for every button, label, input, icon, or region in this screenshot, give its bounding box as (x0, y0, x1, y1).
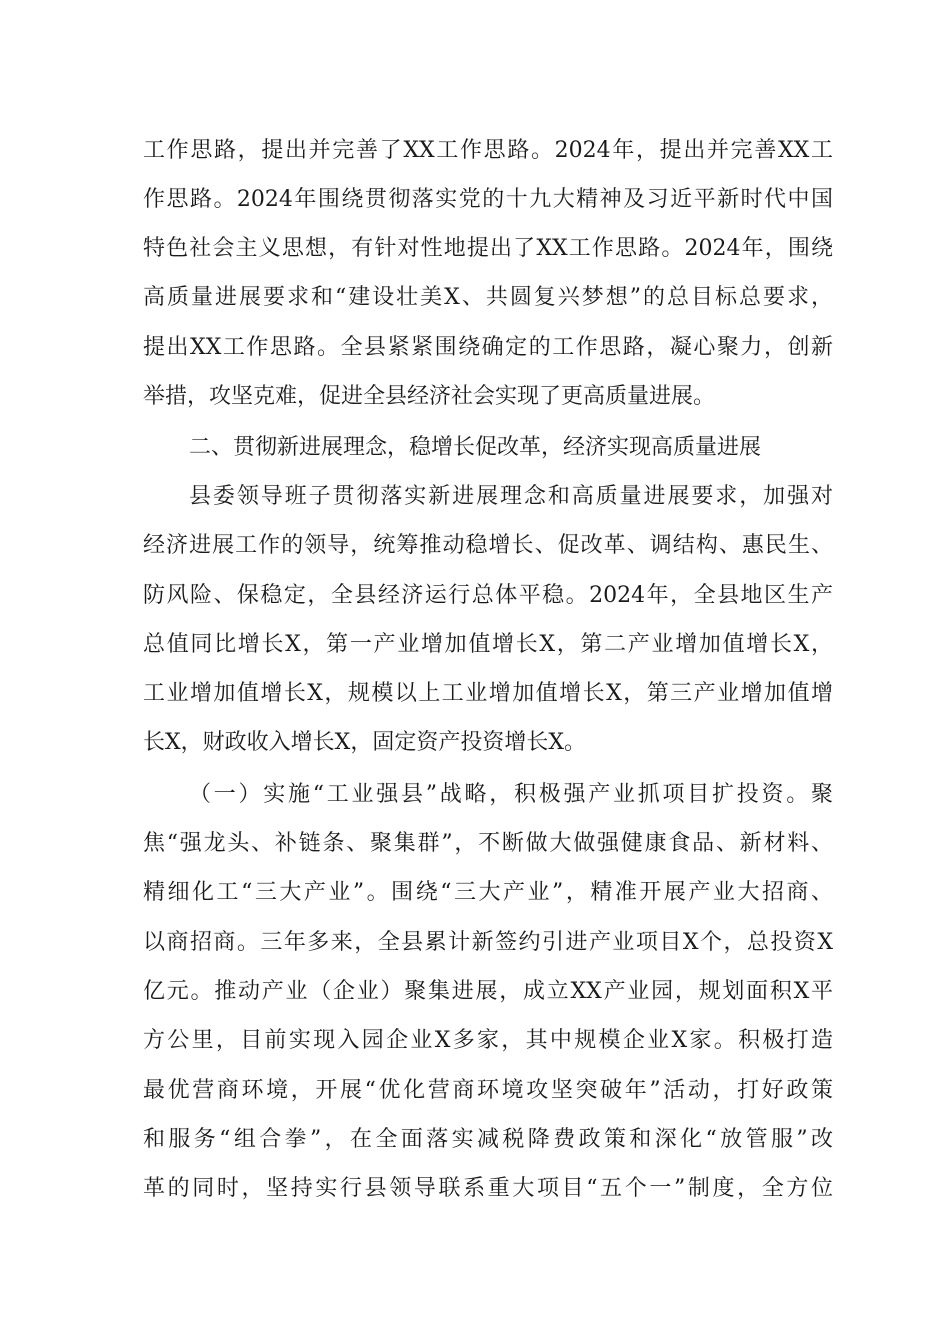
section-heading: 二、贯彻新进展理念，稳增长促改革，经济实现高质量进展 (189, 435, 762, 460)
text-line: 方公里，目前实现入园企业X多家，其中规模企业X家。积极打造 (143, 1028, 833, 1053)
text-line: 高质量进展要求和“建设壮美X、共圆复兴梦想”的总目标总要求， (143, 285, 833, 310)
text-line: 作思路。2024年围绕贯彻落实党的十九大精神及习近平新时代中国 (143, 187, 833, 212)
text-line: 县委领导班子贯彻落实新进展理念和高质量进展要求，加强对 (189, 484, 833, 509)
text-line: 精细化工“三大产业”。围绕“三大产业”，精准开展产业大招商、 (143, 880, 833, 905)
subsection-heading: （一）实施“工业强县”战略，积极强产业抓项目扩投资。聚 (189, 782, 833, 807)
text-line: 防风险、保稳定，全县经济运行总体平稳。2024年，全县地区生产 (143, 583, 833, 608)
text-line: 长X，财政收入增长X，固定资产投资增长X。 (143, 730, 586, 755)
text-line: 焦“强龙头、补链条、聚集群”，不断做大做强健康食品、新材料、 (143, 831, 833, 856)
text-line: 总值同比增长X，第一产业增加值增长X，第二产业增加值增长X， (143, 632, 833, 657)
text-line: 以商招商。三年多来，全县累计新签约引进产业项目X个，总投资X (143, 930, 833, 955)
text-line: 经济进展工作的领导，统筹推动稳增长、促改革、调结构、惠民生、 (143, 533, 833, 558)
text-line: 革的同时，坚持实行县领导联系重大项目“五个一”制度，全方位 (143, 1176, 833, 1201)
text-line: 提出XX工作思路。全县紧紧围绕确定的工作思路，凝心聚力，创新 (143, 335, 833, 360)
text-line: 亿元。推动产业（企业）聚集进展，成立XX产业园，规划面积X平 (143, 979, 833, 1004)
text-line: 和服务“组合拳”，在全面落实减税降费政策和深化“放管服”改 (143, 1127, 833, 1152)
text-line: 最优营商环境，开展“优化营商环境攻坚突破年”活动，打好政策 (143, 1078, 833, 1103)
text-line: 举措，攻坚克难，促进全县经济社会实现了更高质量进展。 (143, 384, 716, 409)
text-line: 工业增加值增长X，规模以上工业增加值增长X，第三产业增加值增 (143, 681, 833, 706)
text-line: 工作思路，提出并完善了XX工作思路。2024年，提出并完善XX工 (143, 138, 833, 163)
text-line: 特色社会主义思想，有针对性地提出了XX工作思路。2024年，围绕 (143, 236, 833, 261)
